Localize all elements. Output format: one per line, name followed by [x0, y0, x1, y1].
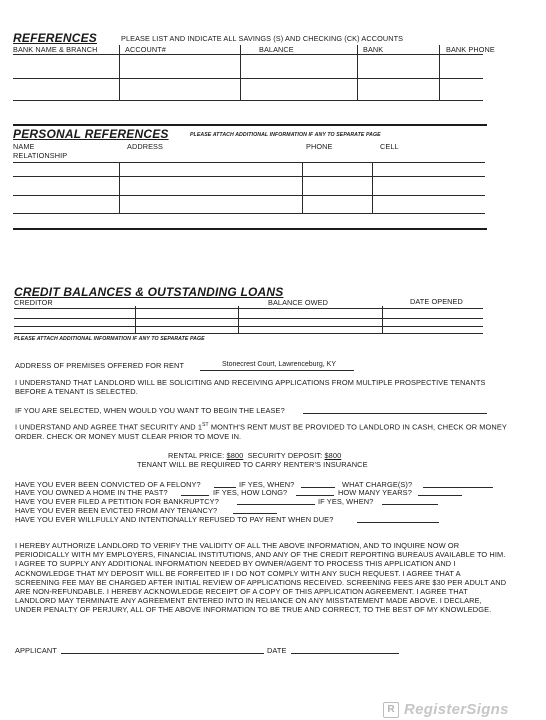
felony-when-label: IF YES, WHEN? [239, 480, 295, 489]
insurance-requirement: TENANT WILL BE REQUIRED TO CARRY RENTER'S INSURANCE [137, 460, 368, 469]
refused-rent-question: HAVE YOU EVER WILLFULLY AND INTENTIONALLY REFUSED TO PAY RENT WHEN DUE? [15, 515, 334, 524]
references-col-balance: BALANCE [259, 45, 294, 54]
felony-charge-label: WHAT CHARGE(S)? [342, 480, 413, 489]
credit-col-date-opened: DATE OPENED [410, 297, 463, 306]
credit-col-creditor: CREDITOR [14, 298, 53, 307]
refused-rent-field[interactable] [357, 522, 439, 523]
date-label: DATE [267, 646, 287, 655]
section-divider [13, 124, 487, 126]
personal-col-cell: CELL [380, 142, 399, 151]
felony-question: HAVE YOU EVER BEEN CONVICTED OF A FELONY? [15, 480, 201, 489]
registersigns-logo-icon: R [383, 702, 399, 718]
personal-col-address: ADDRESS [127, 142, 163, 151]
applicant-label: APPLICANT [15, 646, 57, 655]
evicted-question: HAVE YOU EVER BEEN EVICTED FROM ANY TENANCY? [15, 506, 218, 515]
applicant-signature-field[interactable] [61, 653, 264, 654]
personal-table-rule [13, 195, 485, 196]
personal-references-note: PLEASE ATTACH ADDITIONAL INFORMATION IF ANY TO SEPARATE PAGE [190, 132, 381, 138]
personal-table-divider [119, 162, 120, 213]
references-table-divider [439, 45, 440, 100]
bankruptcy-when-field[interactable] [382, 504, 438, 505]
premises-field[interactable] [200, 361, 354, 371]
personal-col-phone: PHONE [306, 142, 333, 151]
references-title: REFERENCES [13, 31, 98, 45]
references-col-bank-phone: BANK PHONE [446, 45, 495, 54]
lease-start-question: IF YOU ARE SELECTED, WHEN WOULD YOU WANT TO BEGIN THE LEASE? [15, 406, 285, 415]
credit-title: CREDIT BALANCES & OUTSTANDING LOANS [14, 285, 284, 299]
multiple-applications-statement: I UNDERSTAND THAT LANDLORD WILL BE SOLICITING AND RECEIVING APPLICATIONS FROM MULTIPLE PROSPECTIVE TENANTS BEFORE A TENANT IS SELECTED. [15, 378, 486, 397]
credit-table-rule [14, 308, 483, 309]
credit-table-rule [14, 326, 483, 327]
references-instruction: PLEASE LIST AND INDICATE ALL SAVINGS (S) AND CHECKING (CK) ACCOUNTS [121, 34, 404, 43]
personal-table-divider [302, 162, 303, 213]
credit-note: PLEASE ATTACH ADDITIONAL INFORMATION IF ANY TO SEPARATE PAGE [14, 336, 205, 342]
date-field[interactable] [291, 653, 399, 654]
security-deposit-value: $800 [324, 451, 342, 460]
references-col-account: ACCOUNT# [125, 45, 166, 54]
personal-table-divider [372, 162, 373, 213]
references-table-divider [240, 45, 241, 100]
credit-table-rule [14, 318, 483, 319]
bankruptcy-answer-field[interactable] [237, 504, 315, 505]
home-answer-field[interactable] [181, 495, 209, 496]
home-years-field[interactable] [418, 495, 462, 496]
felony-charge-field[interactable] [423, 487, 493, 488]
credit-table-divider [382, 306, 383, 333]
home-how-long-field[interactable] [296, 495, 334, 496]
references-table-divider [357, 45, 358, 100]
lease-start-field[interactable] [303, 413, 487, 414]
personal-table-rule [13, 176, 485, 177]
references-table-rule [13, 54, 483, 55]
personal-table-rule [13, 213, 485, 214]
references-col-bank-name: BANK NAME & BRANCH [13, 45, 98, 54]
credit-table-divider [238, 306, 239, 333]
evicted-answer-field[interactable] [233, 513, 277, 514]
references-table-divider [119, 45, 120, 100]
personal-col-relationship: RELATIONSHIP [13, 151, 68, 160]
rental-price-line: RENTAL PRICE: $800 SECURITY DEPOSIT: $800 [168, 451, 342, 460]
authorization-statement: I HEREBY AUTHORIZE LANDLORD TO VERIFY THE VALIDITY OF ALL THE ABOVE INFORMATION, AND TO INQUIRE NOW OR PERIODICALLY WITH MY EMPLOYERS, FINANCIAL INSTITUTIONS, AND ANY OF THE CREDIT REPORTING BUREAUS AVAILABLE TO HIM. I AGREE TO SUPPLY ANY ADDITIONAL INFORMATION NEEDED BY OWNER/AGENT TO PROCESS THIS APPLICATION AND I ACKNOWLEDGE THAT MY DEPOSIT WILL BE FORFEITED IF I DO NOT COMPLY WITH ANY SUCH REQUEST. I AGREE THAT A SCREENING FEE MAY BE CHARGED AFTER INITIAL REVIEW OF APPLICATIONS RECEIVED. SCREENING FEES ARE $30 PER ADULT AND ARE NON-REFUNDABLE. I HEREBY ACKNOWLEDGE RECEIPT OF A COPY OF THIS APPLICATION AGREEMENT. I AGREE THAT LANDLORD MAY TERMINATE ANY AGREEMENT ENTERED INTO IN RELIANCE ON ANY MISSTATEMENT MADE ABOVE. I DECLARE, UNDER PENALTY OF PERJURY, ALL OF THE ABOVE INFORMATION TO BE TRUE AND CORRECT, TO THE BEST OF MY KNOWLEDGE. [15, 541, 507, 615]
references-col-bank: BANK [363, 45, 384, 54]
references-table-rule [13, 100, 483, 101]
bankruptcy-when-label: IF YES, WHEN? [318, 497, 374, 506]
registersigns-watermark: RegisterSigns [404, 701, 509, 718]
premises-value: Stonecrest Court, Lawrenceburg, KY [222, 361, 337, 368]
credit-col-balance-owed: BALANCE OWED [268, 298, 328, 307]
felony-when-field[interactable] [301, 487, 335, 488]
references-table-rule [13, 78, 483, 79]
bankruptcy-question: HAVE YOU EVER FILED A PETITION FOR BANKRUPTCY? [15, 497, 219, 506]
rental-price-value: $800 [226, 451, 244, 460]
home-question: HAVE YOU OWNED A HOME IN THE PAST? [15, 488, 168, 497]
deposit-statement: I UNDERSTAND AND AGREE THAT SECURITY AND 1ST MONTH'S RENT MUST BE PROVIDED TO LANDLORD IN CASH, CHECK OR MONEY ORDER. CHECK OR MONEY MUST CLEAR PRIOR TO MOVE IN. [15, 422, 507, 441]
home-years-label: HOW MANY YEARS? [338, 488, 412, 497]
section-divider [13, 228, 487, 230]
credit-table-rule [14, 333, 483, 334]
home-how-long-label: IF YES, HOW LONG? [213, 488, 288, 497]
personal-table-rule [13, 162, 485, 163]
premises-label: ADDRESS OF PREMISES OFFERED FOR RENT [15, 361, 185, 370]
personal-references-title: PERSONAL REFERENCES [13, 127, 169, 141]
credit-table-divider [135, 306, 136, 333]
personal-col-name: NAME [13, 142, 35, 151]
